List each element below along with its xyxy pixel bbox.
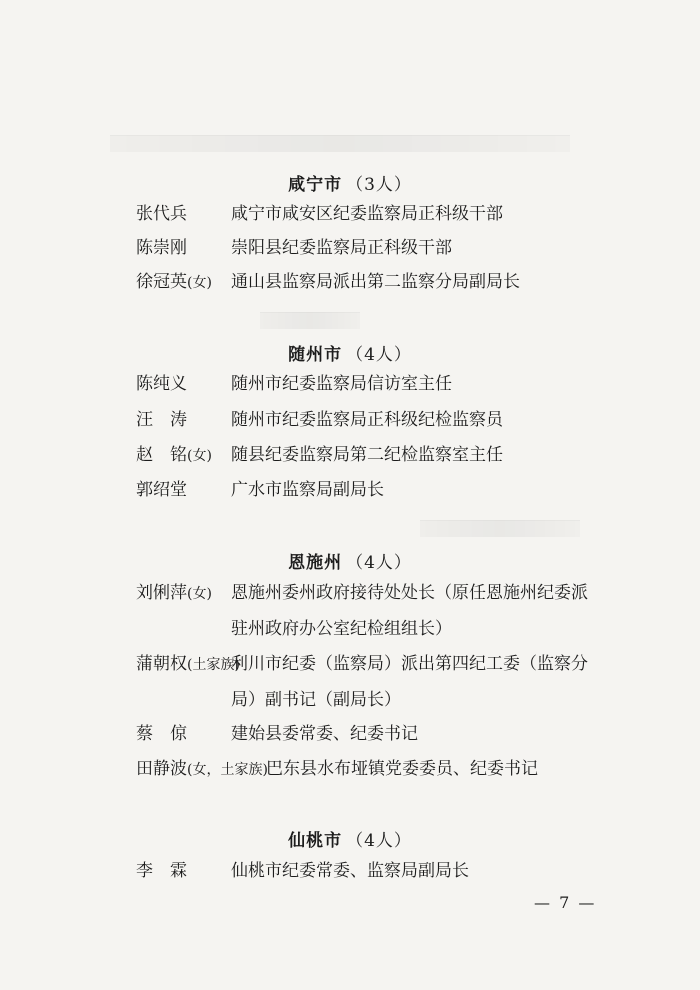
section-title-xiantao <box>0 826 700 851</box>
list-item <box>136 402 606 438</box>
person-name: 张代兵 <box>136 204 187 224</box>
person-title: 随县纪委监察局第二纪检监察室主任 <box>231 445 503 465</box>
section-title-xianning <box>0 170 700 195</box>
person-title: 随州市纪委监察局正科级纪检监察员 <box>231 410 503 430</box>
person-title: 广水市监察局副局长 <box>231 480 384 500</box>
person-note: (女) <box>187 586 212 602</box>
person-title: 崇阳县纪委监察局正科级干部 <box>231 238 452 258</box>
list-item <box>136 437 606 473</box>
person-title: 建始县委常委、纪委书记 <box>231 724 418 744</box>
list-item <box>136 646 606 718</box>
person-title: 通山县监察局派出第二监察分局副局长 <box>231 272 520 292</box>
person-name: 赵 铭 <box>136 445 187 465</box>
section-count: （3人） <box>346 175 412 195</box>
person-title: 恩施州委州政府接待处处长（原任恩施州纪委派驻州政府办公室纪检组组长） <box>231 583 588 639</box>
bleed-through-line <box>420 520 580 537</box>
list-item <box>136 230 606 266</box>
person-title: 仙桃市纪委常委、监察局副局长 <box>231 861 469 881</box>
list-item <box>136 751 606 787</box>
person-name: 陈崇刚 <box>136 238 187 258</box>
list-item <box>136 366 606 402</box>
list-item <box>136 853 606 889</box>
person-note: (女) <box>187 275 212 291</box>
bleed-through-line <box>260 312 360 329</box>
section-count: （4人） <box>346 831 412 851</box>
person-name: 蒲朝权 <box>136 654 187 674</box>
section-name: 咸宁市 <box>288 175 343 195</box>
page-number: — 7 — <box>534 893 597 912</box>
list-item <box>136 716 606 752</box>
section-count: （4人） <box>346 553 412 573</box>
list-item <box>136 472 606 508</box>
list-item <box>136 575 606 647</box>
person-name: 刘俐萍 <box>136 583 187 603</box>
section-name: 恩施州 <box>288 553 343 573</box>
person-name: 徐冠英 <box>136 272 187 292</box>
person-title: 咸宁市咸安区纪委监察局正科级干部 <box>231 204 503 224</box>
section-name: 仙桃市 <box>288 831 343 851</box>
person-note: (女) <box>187 448 212 464</box>
person-name: 李 霖 <box>136 861 187 881</box>
person-note: (女，土家族) <box>187 762 268 778</box>
person-title: 随州市纪委监察局信访室主任 <box>231 374 452 394</box>
person-name: 田静波 <box>136 759 187 779</box>
person-title: 巴东县水布垭镇党委委员、纪委书记 <box>266 759 538 779</box>
list-item <box>136 264 606 300</box>
list-item <box>136 196 606 232</box>
section-count: （4人） <box>346 345 412 365</box>
section-title-enshi <box>0 548 700 573</box>
person-name: 汪 涛 <box>136 410 187 430</box>
bleed-through-line <box>110 135 570 152</box>
person-title: 利川市纪委（监察局）派出第四纪工委（监察分局）副书记（副局长） <box>231 654 588 710</box>
section-name: 随州市 <box>288 345 343 365</box>
person-note: (土家族) <box>187 657 240 673</box>
person-name: 陈纯义 <box>136 374 187 394</box>
section-title-suizhou <box>0 340 700 365</box>
person-name: 蔡 倞 <box>136 724 187 744</box>
person-name: 郭绍堂 <box>136 480 187 500</box>
